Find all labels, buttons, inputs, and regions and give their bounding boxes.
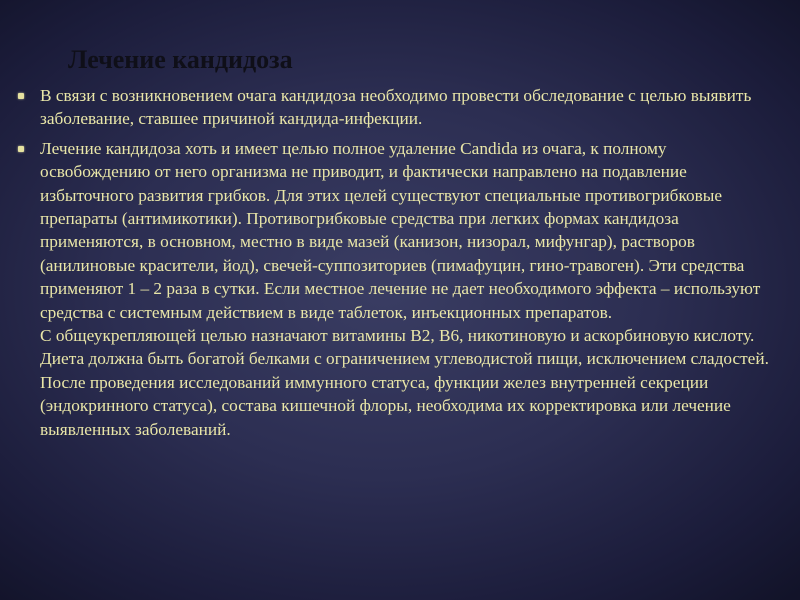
bullet-square-icon xyxy=(18,93,24,99)
bullet-list xyxy=(40,84,776,441)
bullet-paragraph: В связи с возникновением очага кандидоза необходимо провести обследование с целью выявить заболевание, ставшее причиной кандида-инфекции. xyxy=(40,86,752,129)
bullet-paragraph: Лечение кандидоза хоть и имеет целью полное удаление Candida из очага, к полному освобождению от него организма не приводит, и фактически направлено на подавление избыточного развития грибков. Для этих целей существуют специальные противогрибковые препараты (антимикотики). Противогрибковые средства при легких формах кандидоза применяются, в основном, местно в виде мазей (канизон, низорал, мифунгар), растворов (анилиновые красители, йод), свечей-суппозиториев (пимафуцин, гино-травоген). Эти средства применяют 1 – 2 раза в сутки. Если местное лечение не дает необходимого эффекта – используют средства с системным действием в виде таблеток, инъекционных препаратов. xyxy=(40,138,761,322)
bullet-item xyxy=(40,137,776,441)
bullet-square-icon xyxy=(18,146,24,152)
bullet-paragraph: С общеукрепляющей целью назначают витамины В2, В6, никотиновую и аскорбиновую кислоту. Диета должна быть богатой белками с ограничением углеводистой пищи, исключением сладостей. После проведения исследований иммунного статуса, функции желез внутренней секреции (эндокринного статуса), состава кишечной флоры, необходима их корректировка или лечение выявленных заболеваний. xyxy=(40,326,769,439)
bullet-item xyxy=(40,84,776,131)
slide-title: Лечение кандидоза xyxy=(68,45,293,74)
